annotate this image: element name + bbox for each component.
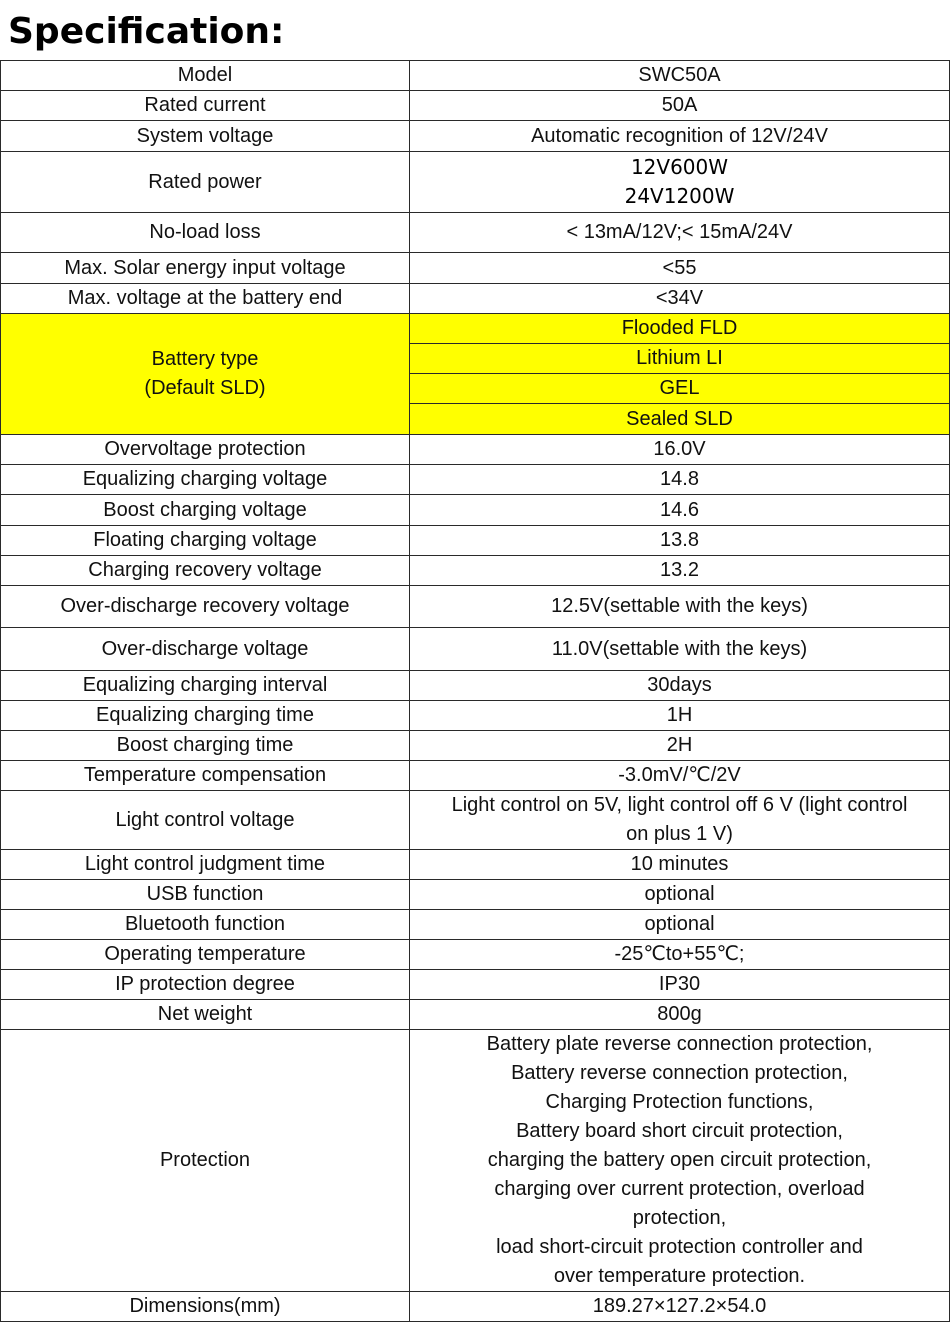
table-row [1, 556, 950, 586]
spec-label: Equalizing charging voltage [1, 465, 410, 495]
spec-value: 1H [410, 701, 950, 731]
spec-label: Floating charging voltage [1, 526, 410, 556]
spec-label: Equalizing charging interval [1, 671, 410, 701]
spec-value: <55 [410, 253, 950, 284]
spec-label-line: (Default SLD) [144, 377, 266, 399]
spec-value [410, 1030, 950, 1292]
table-row [1, 152, 950, 213]
rated-power-24v: 24V1200W [624, 184, 735, 208]
spec-label: Charging recovery voltage [1, 556, 410, 586]
protection-line: Battery plate reverse connection protection, [486, 1033, 873, 1055]
spec-label: IP protection degree [1, 970, 410, 1000]
spec-label: USB function [1, 880, 410, 910]
spec-label: Net weight [1, 1000, 410, 1030]
table-row [1, 1000, 950, 1030]
spec-label: Overvoltage protection [1, 435, 410, 465]
table-row [1, 671, 950, 701]
spec-value [410, 152, 950, 213]
spec-label: System voltage [1, 121, 410, 152]
spec-value: 13.8 [410, 526, 950, 556]
protection-line: over temperature protection. [553, 1265, 806, 1287]
table-row [1, 910, 950, 940]
table-row [1, 435, 950, 465]
table-row [1, 465, 950, 495]
spec-label: Over-discharge voltage [1, 628, 410, 671]
table-row [1, 1292, 950, 1322]
protection-line: Battery reverse connection protection, [511, 1062, 848, 1084]
battery-type-option: Sealed SLD [410, 404, 950, 435]
spec-label: Over-discharge recovery voltage [1, 586, 410, 628]
spec-value: 12.5V(settable with the keys) [410, 586, 950, 628]
spec-value: 16.0V [410, 435, 950, 465]
spec-value-line: Light control on 5V, light control off 6 V (light control [451, 794, 908, 816]
spec-value: 800g [410, 1000, 950, 1030]
spec-value: 30days [410, 671, 950, 701]
table-row [1, 850, 950, 880]
spec-label: Max. Solar energy input voltage [1, 253, 410, 284]
table-row [1, 880, 950, 910]
spec-value: SWC50A [410, 61, 950, 91]
spec-value: -25℃to+55℃; [410, 940, 950, 970]
table-row [1, 61, 950, 91]
page-title: Specification: [8, 11, 285, 52]
table-row [1, 495, 950, 526]
protection-line: Battery board short circuit protection, [516, 1120, 843, 1142]
protection-line: charging the battery open circuit protection, [487, 1149, 872, 1171]
spec-value: 14.8 [410, 465, 950, 495]
table-row [1, 1030, 950, 1292]
table-row [1, 314, 950, 344]
spec-value: 13.2 [410, 556, 950, 586]
spec-value: -3.0mV/℃/2V [410, 761, 950, 791]
protection-line: protection, [632, 1207, 727, 1229]
spec-label: Bluetooth function [1, 910, 410, 940]
protection-line: load short-circuit protection controller and [496, 1236, 863, 1258]
spec-value: 14.6 [410, 495, 950, 526]
spec-label: Max. voltage at the battery end [1, 284, 410, 314]
spec-label: Rated current [1, 91, 410, 121]
spec-label-line: Battery type [151, 348, 259, 370]
spec-value-line: on plus 1 V) [626, 823, 733, 845]
spec-label: Boost charging time [1, 731, 410, 761]
spec-value: 11.0V(settable with the keys) [410, 628, 950, 671]
spec-label: Equalizing charging time [1, 701, 410, 731]
table-row [1, 701, 950, 731]
spec-label: Temperature compensation [1, 761, 410, 791]
table-row [1, 91, 950, 121]
spec-label: Protection [1, 1030, 410, 1292]
table-row [1, 731, 950, 761]
spec-label: Rated power [1, 152, 410, 213]
battery-type-label [1, 314, 410, 435]
spec-value: IP30 [410, 970, 950, 1000]
spec-label: Light control voltage [1, 791, 410, 850]
table-row [1, 526, 950, 556]
spec-value: optional [410, 910, 950, 940]
battery-type-option: Flooded FLD [410, 314, 950, 344]
rated-power-12v: 12V600W [630, 155, 729, 179]
spec-value: 50A [410, 91, 950, 121]
spec-value: < 13mA/12V;< 15mA/24V [410, 213, 950, 253]
spec-label: Light control judgment time [1, 850, 410, 880]
spec-label: Operating temperature [1, 940, 410, 970]
table-row [1, 586, 950, 628]
battery-type-option: Lithium LI [410, 344, 950, 374]
specification-table-body [1, 61, 950, 1322]
spec-label: Dimensions(mm) [1, 1292, 410, 1322]
table-row [1, 940, 950, 970]
table-row [1, 761, 950, 791]
table-row [1, 970, 950, 1000]
table-row [1, 284, 950, 314]
spec-value: 2H [410, 731, 950, 761]
spec-value: Automatic recognition of 12V/24V [410, 121, 950, 152]
table-row [1, 253, 950, 284]
spec-label: Model [1, 61, 410, 91]
specification-table [0, 60, 950, 1322]
protection-line: Charging Protection functions, [545, 1091, 814, 1113]
table-row [1, 628, 950, 671]
spec-label: No-load loss [1, 213, 410, 253]
spec-value: optional [410, 880, 950, 910]
spec-value [410, 791, 950, 850]
spec-label: Boost charging voltage [1, 495, 410, 526]
protection-line: charging over current protection, overload [494, 1178, 865, 1200]
spec-value: 189.27×127.2×54.0 [410, 1292, 950, 1322]
spec-value: <34V [410, 284, 950, 314]
battery-type-option: GEL [410, 374, 950, 404]
table-row [1, 121, 950, 152]
table-row [1, 791, 950, 850]
table-row [1, 213, 950, 253]
spec-value: 10 minutes [410, 850, 950, 880]
